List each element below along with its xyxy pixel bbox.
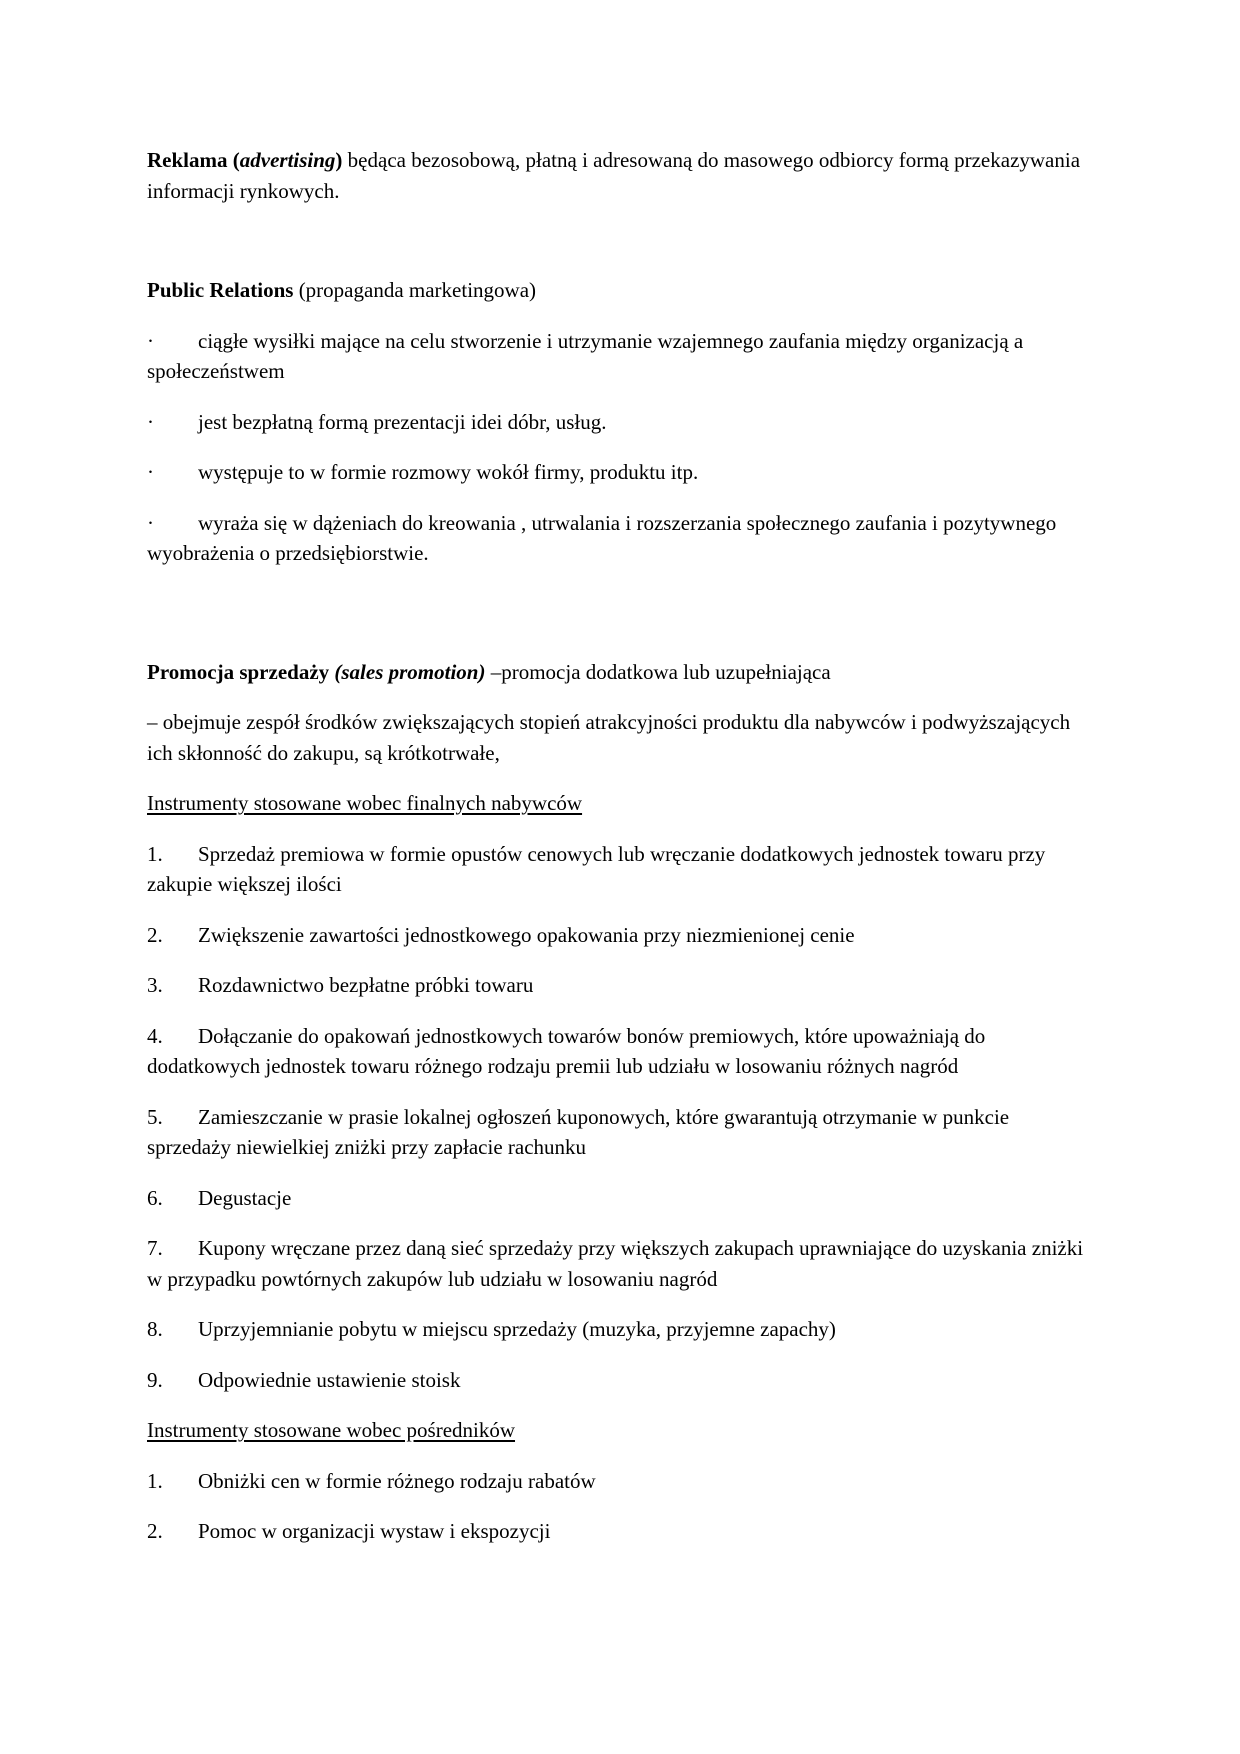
item-text: Zwiększenie zawartości jednostkowego opakowania przy niezmienionej cenie — [198, 922, 855, 947]
promo-rest: –promocja dodatkowa lub uzupełniająca — [485, 659, 831, 684]
item-number: 2. — [147, 922, 163, 947]
pr-bullet-1 — [147, 326, 1097, 387]
item-number: 3. — [147, 973, 163, 997]
bullet-marker: · — [147, 409, 154, 434]
bullet-marker: · — [147, 510, 154, 535]
intermediaries-item-1 — [147, 1466, 1097, 1497]
reklama-paragraph — [147, 145, 1097, 206]
item-number: 7. — [147, 1236, 163, 1260]
reklama-term-en: advertising — [239, 148, 336, 172]
item-text: Degustacje — [198, 1185, 292, 1210]
reklama-term: Reklama — [147, 148, 228, 172]
final-buyers-item-1 — [147, 839, 1097, 900]
item-text: Uprzyjemnianie pobytu w miejscu sprzedaży (muzyka, przyjemne zapachy) — [198, 1317, 836, 1341]
pr-bullet-text: jest bezpłatną formą prezentacji idei dóbr, usług. — [198, 409, 607, 434]
bullet-marker: · — [147, 460, 154, 484]
pr-bullet-4 — [147, 508, 1097, 569]
item-text: Obniżki cen w formie różnego rodzaju rabatów — [198, 1468, 596, 1493]
intermediaries-item-2 — [147, 1516, 1097, 1547]
intermediaries-heading: Instrumenty stosowane wobec pośredników — [147, 1418, 516, 1442]
promo-term-en: (sales promotion) — [334, 659, 486, 684]
pr-bullet-text: ciągłe wysiłki mające na celu stworzenie i utrzymanie wzajemnego zaufania między organizacją a społeczeństwem — [147, 328, 1024, 383]
pr-note: (propaganda marketingowa) — [293, 278, 537, 302]
pr-bullet-text: występuje to w formie rozmowy wokół firmy, produktu itp. — [198, 460, 699, 484]
item-number: 4. — [147, 1023, 163, 1048]
document-page — [147, 145, 1097, 1547]
reklama-open-paren: ( — [227, 148, 240, 172]
bullet-marker: · — [147, 328, 154, 353]
pr-heading — [147, 275, 1097, 306]
item-text: Kupony wręczane przez daną sieć sprzedaży przy większych zakupach uprawniające do uzyskania zniżki w przypadku powtórnych zakupów lub udziału w losowaniu nagród — [147, 1236, 1084, 1291]
reklama-close-paren: ) — [335, 148, 343, 172]
promo-description: – obejmuje zespół środków zwiększających stopień atrakcyjności produktu dla nabywców i podwyższających ich skłonność do zakupu, są krótkotrwałe, — [147, 710, 1071, 765]
item-text: Odpowiednie ustawienie stoisk — [198, 1367, 461, 1392]
pr-term: Public Relations — [147, 278, 294, 302]
item-number: 1. — [147, 841, 163, 866]
item-number: 1. — [147, 1468, 163, 1493]
final-buyers-item-6 — [147, 1183, 1097, 1214]
item-number: 6. — [147, 1185, 163, 1210]
final-buyers-item-4 — [147, 1021, 1097, 1082]
item-text: Zamieszczanie w prasie lokalnej ogłoszeń kuponowych, które gwarantują otrzymanie w punkcie sprzedaży niewielkiej zniżki przy zapłacie rachunku — [147, 1104, 1010, 1159]
final-buyers-item-3 — [147, 970, 1097, 1001]
item-number: 2. — [147, 1519, 163, 1543]
promo-heading — [147, 657, 1097, 688]
item-number: 5. — [147, 1104, 163, 1129]
final-buyers-item-8 — [147, 1314, 1097, 1345]
final-buyers-heading: Instrumenty stosowane wobec finalnych nabywców — [147, 791, 583, 815]
item-number: 8. — [147, 1317, 163, 1341]
final-buyers-item-9 — [147, 1365, 1097, 1396]
final-buyers-item-2 — [147, 920, 1097, 951]
final-buyers-item-5 — [147, 1102, 1097, 1163]
promo-term: Promocja sprzedaży — [147, 659, 330, 684]
item-text: Pomoc w organizacji wystaw i ekspozycji — [198, 1519, 551, 1543]
final-buyers-item-7 — [147, 1233, 1097, 1294]
pr-bullet-3 — [147, 457, 1097, 488]
item-text: Sprzedaż premiowa w formie opustów cenowych lub wręczanie dodatkowych jednostek towaru przy zakupie większej ilości — [147, 841, 1046, 896]
item-number: 9. — [147, 1367, 163, 1392]
pr-bullet-2 — [147, 407, 1097, 438]
item-text: Dołączanie do opakowań jednostkowych towarów bonów premiowych, które upoważniają do dodatkowych jednostek towaru różnego rodzaju premii lub udziału w losowaniu różnych nagród — [147, 1023, 986, 1078]
reklama-definition: będąca bezosobową, płatną i adresowaną do masowego odbiorcy formą przekazywania informacji rynkowych. — [147, 148, 1081, 203]
item-text: Rozdawnictwo bezpłatne próbki towaru — [198, 973, 534, 997]
pr-bullet-text: wyraża się w dążeniach do kreowania , utrwalania i rozszerzania społecznego zaufania i pozytywnego wyobrażenia o przedsiębiorstwie. — [147, 510, 1057, 565]
